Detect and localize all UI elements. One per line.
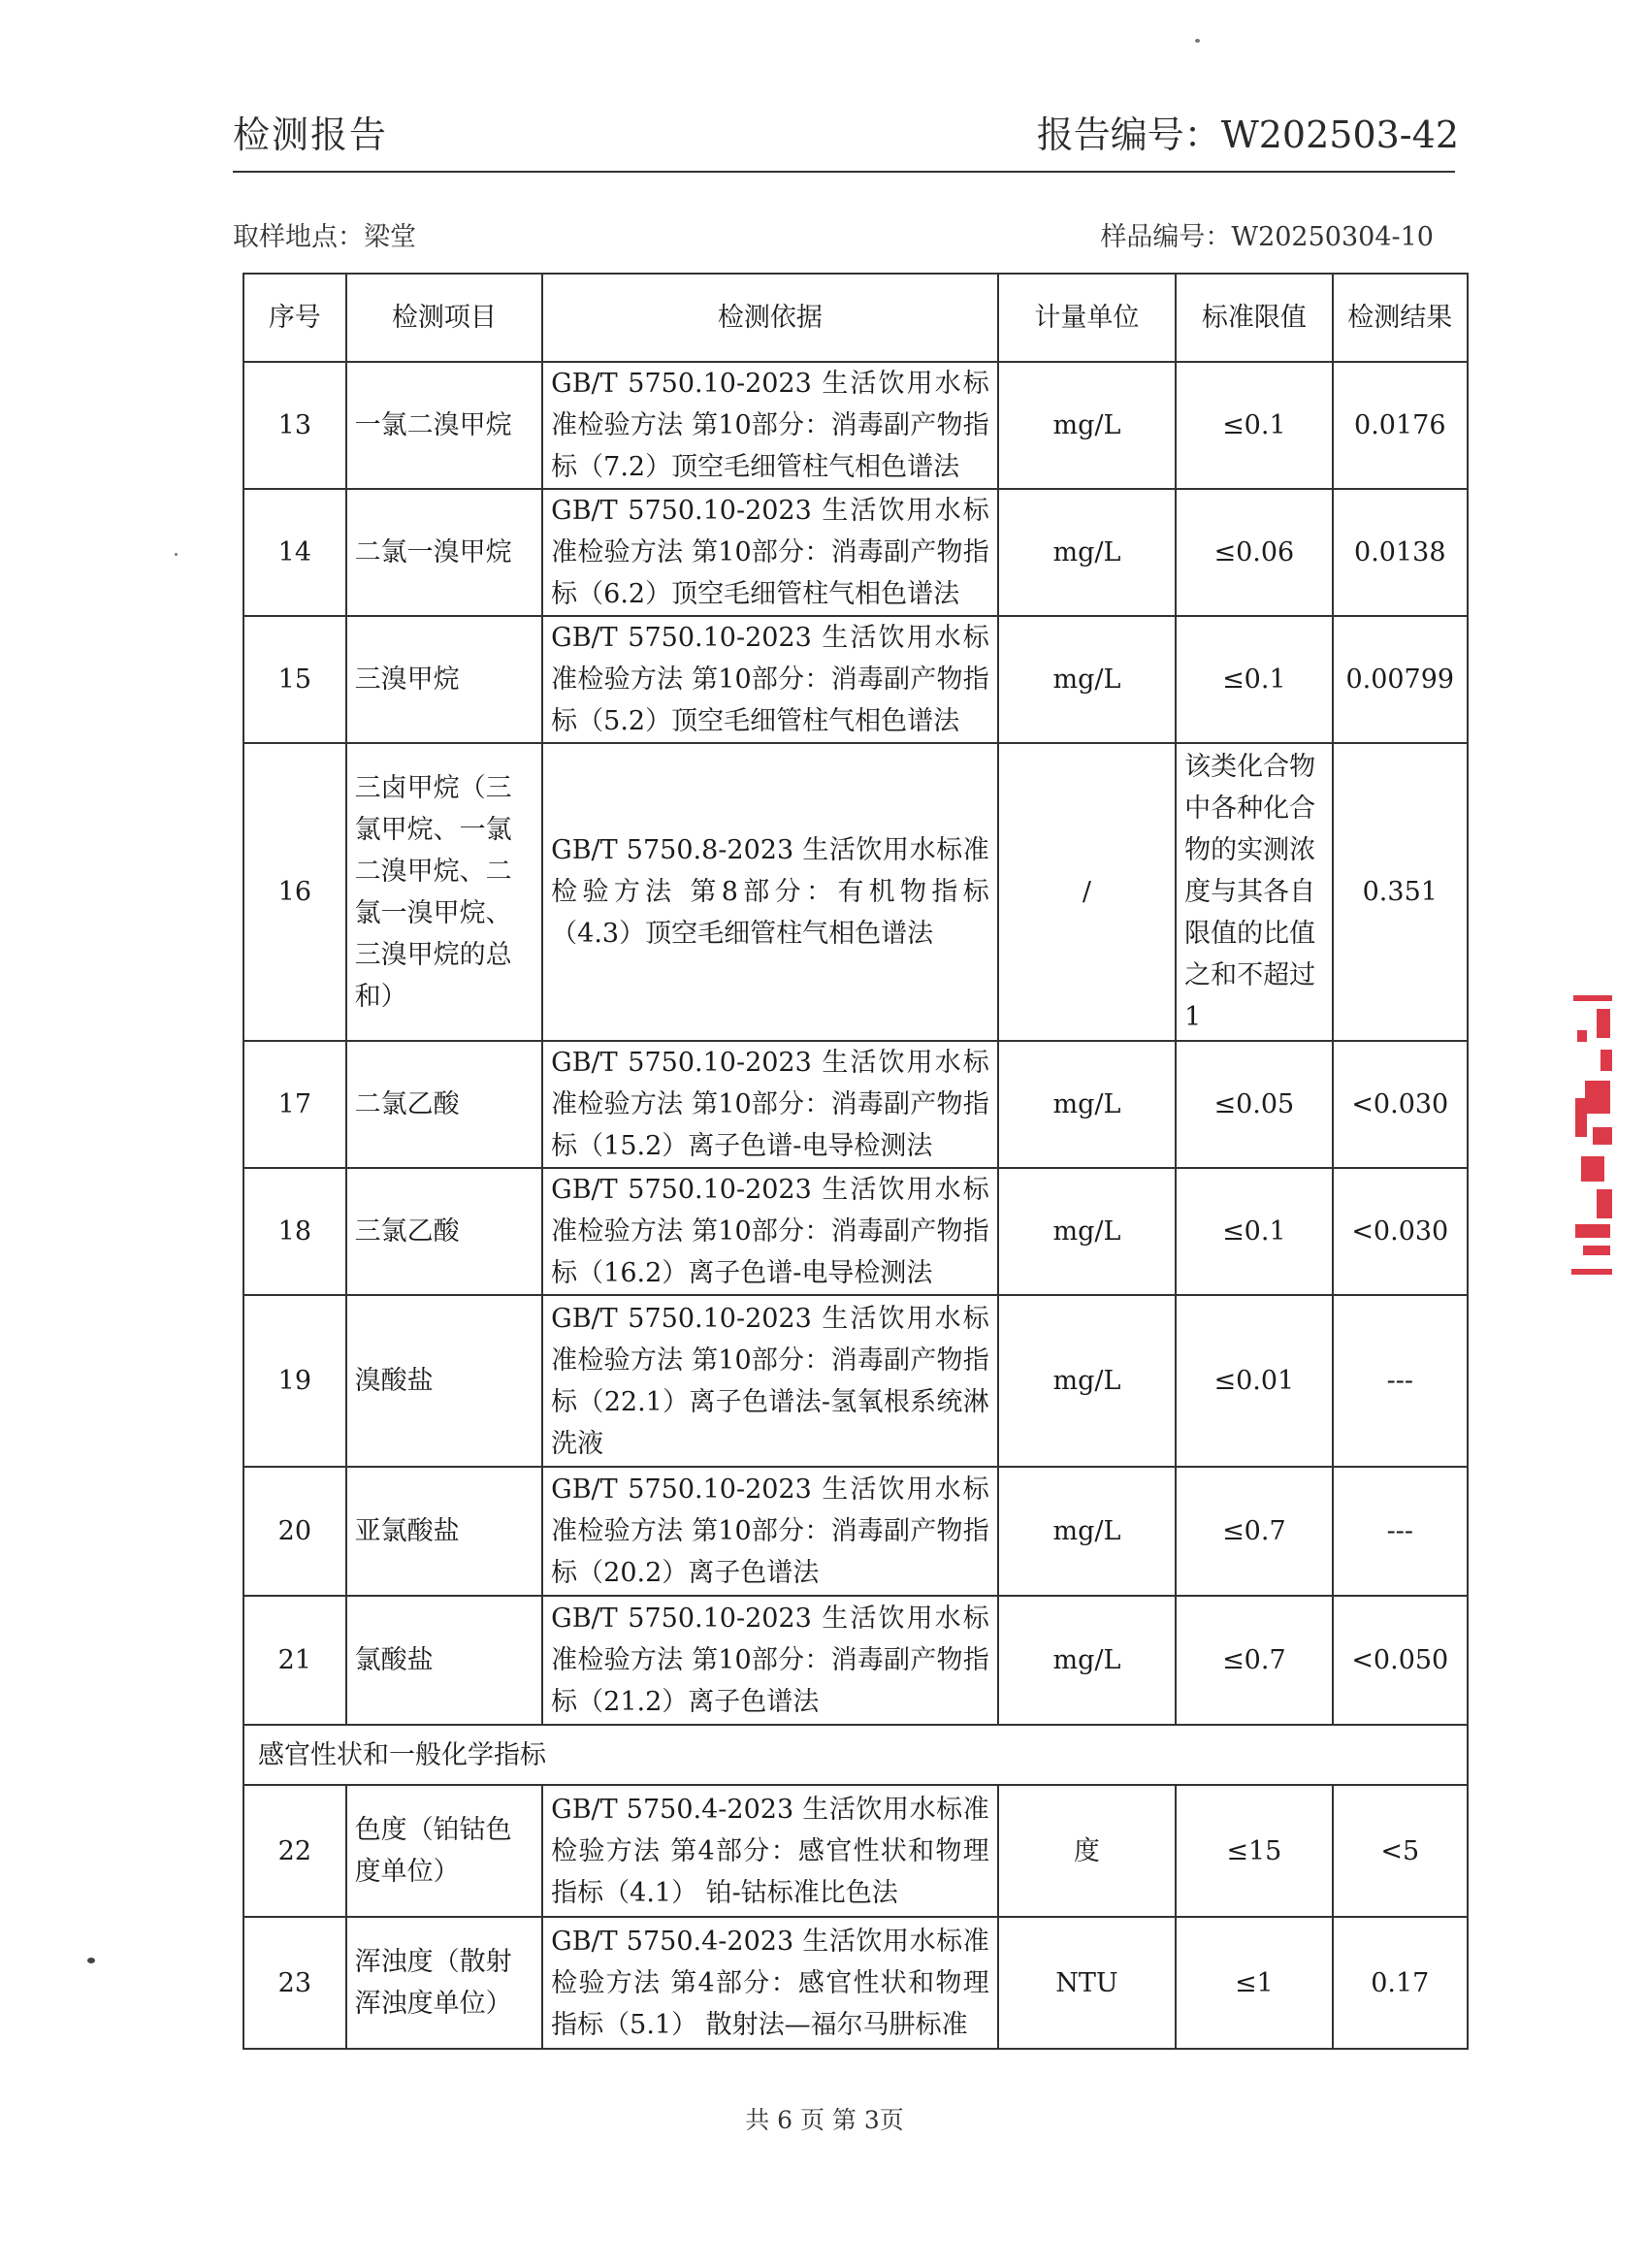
table-header-row [243, 274, 1468, 362]
row-no: 17 [243, 1041, 346, 1168]
row-method: GB/T 5750.4-2023 生活饮用水标准检验方法 第4部分：感官性状和物理指标（4.1） 铂-钴标准比色法 [542, 1785, 998, 1917]
row-no: 22 [243, 1785, 346, 1917]
row-item: 溴酸盐 [346, 1295, 543, 1467]
row-limit: ≤0.7 [1176, 1467, 1332, 1596]
row-item: 浑浊度（散射浑浊度单位） [346, 1917, 543, 2049]
row-limit: ≤0.1 [1176, 362, 1332, 489]
row-result: 0.0138 [1333, 489, 1468, 616]
row-no: 16 [243, 743, 346, 1041]
row-method: GB/T 5750.10-2023 生活饮用水标准检验方法 第10部分：消毒副产物指标（21.2）离子色谱法 [542, 1596, 998, 1725]
table-row [243, 1295, 1468, 1467]
row-unit: mg/L [998, 1168, 1176, 1295]
row-result: --- [1333, 1295, 1468, 1467]
row-item: 三氯乙酸 [346, 1168, 543, 1295]
row-method: GB/T 5750.10-2023 生活饮用水标准检验方法 第10部分：消毒副产物指标（22.1）离子色谱法-氢氧根系统淋洗液 [542, 1295, 998, 1467]
row-no: 20 [243, 1467, 346, 1596]
row-limit: ≤0.06 [1176, 489, 1332, 616]
row-limit: ≤0.7 [1176, 1596, 1332, 1725]
row-limit: ≤1 [1176, 1917, 1332, 2049]
row-result: <0.050 [1333, 1596, 1468, 1725]
row-item: 一氯二溴甲烷 [346, 362, 543, 489]
header-item: 检测项目 [346, 274, 543, 362]
row-result: 0.17 [1333, 1917, 1468, 2049]
scan-speck [1195, 39, 1200, 43]
row-method: GB/T 5750.10-2023 生活饮用水标准检验方法 第10部分：消毒副产物指标（5.2）顶空毛细管柱气相色谱法 [542, 616, 998, 743]
row-result: 0.0176 [1333, 362, 1468, 489]
row-result: <0.030 [1333, 1041, 1468, 1168]
report-title: 检测报告 [233, 113, 389, 156]
header-no: 序号 [243, 274, 346, 362]
row-method: GB/T 5750.10-2023 生活饮用水标准检验方法 第10部分：消毒副产物指标（7.2）顶空毛细管柱气相色谱法 [542, 362, 998, 489]
row-unit: NTU [998, 1917, 1176, 2049]
row-method: GB/T 5750.8-2023 生活饮用水标准检验方法 第8部分：有机物指标（4.3）顶空毛细管柱气相色谱法 [542, 743, 998, 1041]
header-result: 检测结果 [1333, 274, 1468, 362]
row-no: 13 [243, 362, 346, 489]
table-row [243, 489, 1468, 616]
row-limit: 该类化合物中各种化合物的实测浓度与其各自限值的比值之和不超过1 [1176, 743, 1332, 1041]
row-unit: mg/L [998, 616, 1176, 743]
table-row [243, 1917, 1468, 2049]
row-item: 氯酸盐 [346, 1596, 543, 1725]
report-number: 报告编号：W202503-42 [1036, 113, 1459, 156]
row-item: 三溴甲烷 [346, 616, 543, 743]
row-no: 14 [243, 489, 346, 616]
row-unit: mg/L [998, 1467, 1176, 1596]
row-method: GB/T 5750.10-2023 生活饮用水标准检验方法 第10部分：消毒副产物指标（16.2）离子色谱-电导检测法 [542, 1168, 998, 1295]
row-no: 18 [243, 1168, 346, 1295]
row-no: 21 [243, 1596, 346, 1725]
table-row [243, 1596, 1468, 1725]
sample-number: 样品编号：W20250304-10 [1100, 222, 1434, 252]
table-row [243, 616, 1468, 743]
header-divider [233, 171, 1455, 173]
table-row [243, 1467, 1468, 1596]
table-row [243, 362, 1468, 489]
row-method: GB/T 5750.4-2023 生活饮用水标准检验方法 第4部分：感官性状和物理指标（5.1） 散射法—福尔马肼标准 [542, 1917, 998, 2049]
row-unit: mg/L [998, 1041, 1176, 1168]
table-row [243, 743, 1468, 1041]
row-item: 色度（铂钴色度单位） [346, 1785, 543, 1917]
seal-stamp-fragment [1571, 991, 1616, 1282]
row-result: 0.00799 [1333, 616, 1468, 743]
row-result: <0.030 [1333, 1168, 1468, 1295]
table-row [243, 1168, 1468, 1295]
row-item: 三卤甲烷（三氯甲烷、一氯二溴甲烷、二氯一溴甲烷、三溴甲烷的总和） [346, 743, 543, 1041]
scan-speck [87, 1958, 95, 1963]
table-row [243, 1785, 1468, 1917]
row-method: GB/T 5750.10-2023 生活饮用水标准检验方法 第10部分：消毒副产物指标（6.2）顶空毛细管柱气相色谱法 [542, 489, 998, 616]
row-item: 亚氯酸盐 [346, 1467, 543, 1596]
row-limit: ≤0.1 [1176, 1168, 1332, 1295]
row-result: <5 [1333, 1785, 1468, 1917]
section-title: 感官性状和一般化学指标 [243, 1725, 1468, 1785]
row-result: --- [1333, 1467, 1468, 1596]
row-limit: ≤0.1 [1176, 616, 1332, 743]
row-unit: mg/L [998, 1295, 1176, 1467]
header-method: 检测依据 [542, 274, 998, 362]
row-method: GB/T 5750.10-2023 生活饮用水标准检验方法 第10部分：消毒副产物指标（15.2）离子色谱-电导检测法 [542, 1041, 998, 1168]
section-row [243, 1725, 1468, 1785]
row-unit: mg/L [998, 489, 1176, 616]
header-unit: 计量单位 [998, 274, 1176, 362]
row-result: 0.351 [1333, 743, 1468, 1041]
row-item: 二氯乙酸 [346, 1041, 543, 1168]
row-item: 二氯一溴甲烷 [346, 489, 543, 616]
row-method: GB/T 5750.10-2023 生活饮用水标准检验方法 第10部分：消毒副产物指标（20.2）离子色谱法 [542, 1467, 998, 1596]
row-limit: ≤0.05 [1176, 1041, 1332, 1168]
row-unit: 度 [998, 1785, 1176, 1917]
row-no: 19 [243, 1295, 346, 1467]
row-unit: / [998, 743, 1176, 1041]
row-no: 15 [243, 616, 346, 743]
row-unit: mg/L [998, 1596, 1176, 1725]
row-limit: ≤15 [1176, 1785, 1332, 1917]
sampling-site: 取样地点：梁堂 [233, 222, 416, 252]
table-row [243, 1041, 1468, 1168]
header-limit: 标准限值 [1176, 274, 1332, 362]
row-unit: mg/L [998, 362, 1176, 489]
results-table [242, 273, 1469, 2050]
page-footer: 共 6 页 第 3页 [745, 2106, 904, 2134]
row-no: 23 [243, 1917, 346, 2049]
scan-speck [175, 553, 178, 556]
row-limit: ≤0.01 [1176, 1295, 1332, 1467]
